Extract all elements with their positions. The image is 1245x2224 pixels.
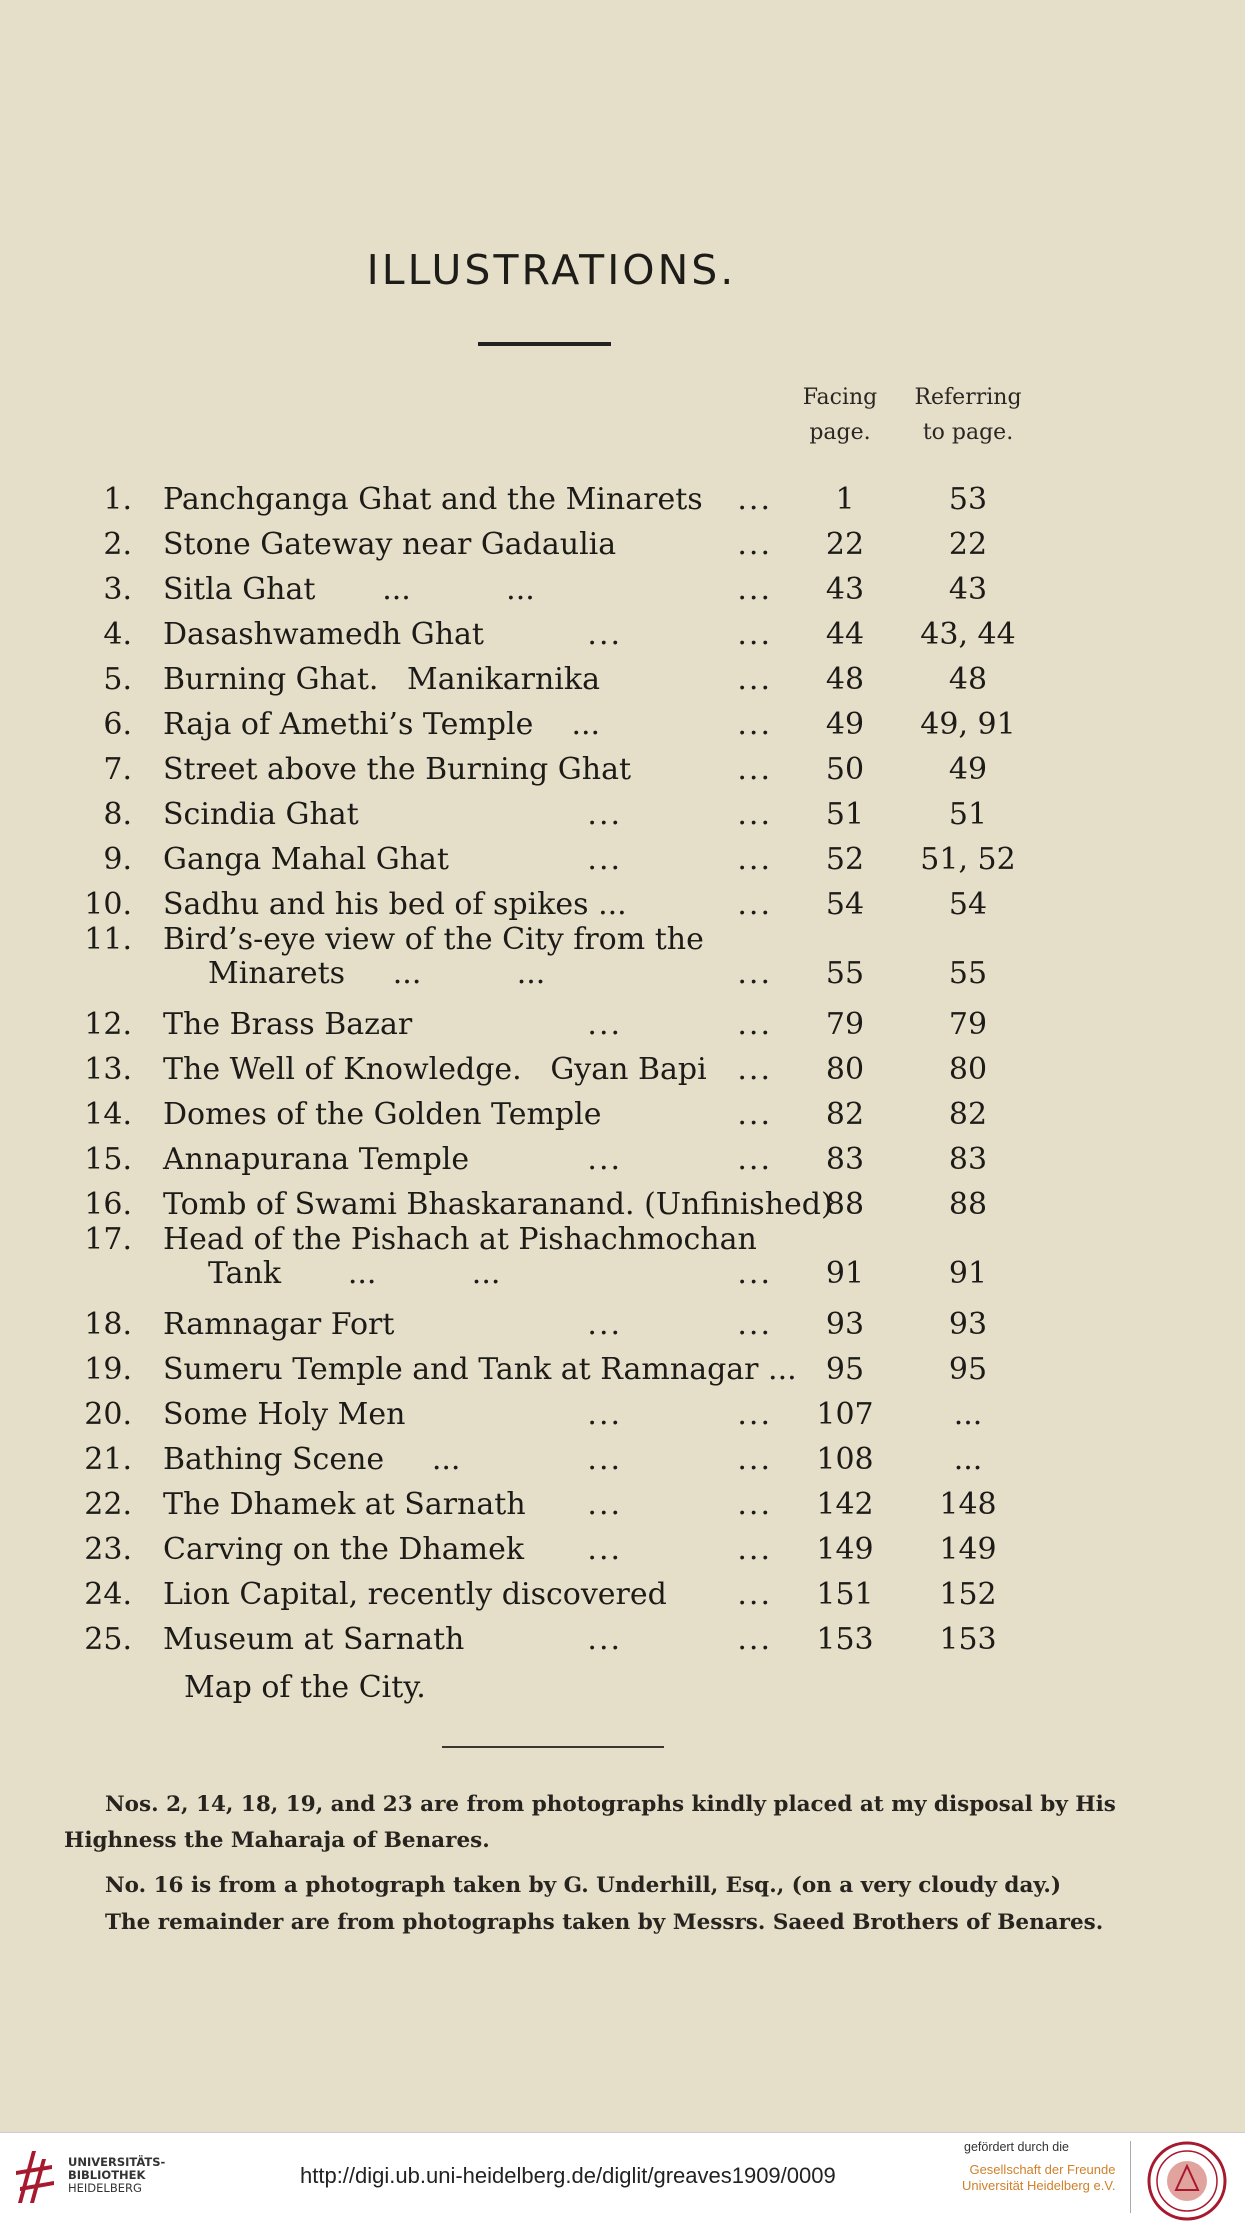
row-number: 3. [103,572,132,607]
row-title-continued: Minarets ... ... [208,956,546,991]
leader-dots: ... [737,1052,772,1087]
facing-page: 48 [825,662,865,697]
facing-page: 151 [816,1577,874,1612]
leader-dots: ... ... [587,1307,772,1342]
facing-page: 49 [825,707,865,742]
row-number: 13. [84,1052,132,1087]
row-title: Ganga Mahal Ghat [163,842,449,877]
facing-page: 55 [825,956,865,991]
university-seal-icon[interactable] [1146,2140,1228,2222]
row-number: 17. [84,1222,132,1257]
referring-page: 83 [948,1142,988,1177]
referring-page: 88 [948,1187,988,1222]
row-number: 24. [84,1577,132,1612]
leader-dots: ... [737,1097,772,1132]
facing-page: 44 [825,617,865,652]
page-title: ILLUSTRATIONS. [366,246,737,294]
referring-page: 49 [948,752,988,787]
row-number: 25. [84,1622,132,1657]
row-number: 14. [84,1097,132,1132]
facing-page: 43 [825,572,865,607]
facing-page: 54 [825,887,865,922]
leader-dots: ... ... [587,1007,772,1042]
referring-page: 148 [939,1487,997,1522]
row-title: Lion Capital, recently discovered [163,1577,667,1612]
footer-divider [1130,2141,1131,2213]
sponsor-caption: gefördert durch die [964,2140,1069,2154]
row-number: 15. [84,1142,132,1177]
row-title: Carving on the Dhamek [163,1532,525,1567]
row-number: 23. [84,1532,132,1567]
row-title: The Brass Bazar [163,1007,413,1042]
facing-page: 108 [816,1442,874,1477]
row-title: Some Holy Men [163,1397,406,1432]
row-title: The Dhamek at Sarnath [163,1487,526,1522]
row-title: Bathing Scene ... [163,1442,461,1477]
facing-page: 79 [825,1007,865,1042]
referring-page: 22 [948,527,988,562]
row-title: Street above the Burning Ghat [163,752,632,787]
row-title: Domes of the Golden Temple [163,1097,602,1132]
leader-dots: ... [737,956,772,991]
row-title: Head of the Pishach at Pishachmochan [163,1222,757,1257]
row-title-continued: Tank ... ... [208,1256,501,1291]
row-title: Bird’s-eye view of the City from the [163,922,704,957]
row-number: 1. [103,482,132,517]
row-title: Raja of Amethi’s Temple ... [163,707,601,742]
note-line-3: No. 16 is from a photograph taken by G. Underhill, Esq., (on a very cloudy day.) [105,1873,1062,1898]
row-title: Annapurana Temple [163,1142,470,1177]
row-title: Museum at Sarnath [163,1622,465,1657]
row-number: 19. [84,1352,132,1387]
leader-dots: ... [737,527,772,562]
row-title: Tomb of Swami Bhaskaranand. (Unfinished) [163,1187,833,1222]
facing-page: 91 [825,1256,865,1291]
row-number: 7. [103,752,132,787]
leader-dots: ... ... [587,1442,772,1477]
leader-dots: ... ... [587,1622,772,1657]
referring-page: 49, 91 [920,707,1016,742]
referring-page: 95 [948,1352,988,1387]
leader-dots: ... ... [587,1397,772,1432]
facing-page: 142 [816,1487,874,1522]
ref-header-2: to page. [922,420,1014,445]
facing-header-1: Facing [802,385,878,410]
facing-page: 52 [825,842,865,877]
referring-page: 54 [948,887,988,922]
row-number: 11. [84,922,132,957]
leader-dots: ... [737,1577,772,1612]
referring-page: 48 [948,662,988,697]
facing-page: 95 [825,1352,865,1387]
leader-dots: ... ... [587,1142,772,1177]
referring-page: 93 [948,1307,988,1342]
referring-page: 91 [948,1256,988,1291]
referring-page: 55 [948,956,988,991]
map-line: Map of the City. [184,1670,426,1705]
note-line-2: Highness the Maharaja of Benares. [64,1828,490,1853]
row-number: 10. [84,887,132,922]
referring-page: 153 [939,1622,997,1657]
facing-page: 149 [816,1532,874,1567]
row-number: 21. [84,1442,132,1477]
row-number: 4. [103,617,132,652]
library-name: UNIVERSITÄTS- BIBLIOTHEK HEIDELBERG [68,2155,166,2195]
facing-page: 93 [825,1307,865,1342]
referring-page: 80 [948,1052,988,1087]
row-title: Panchganga Ghat and the Minarets [163,482,703,517]
referring-page: 51, 52 [920,842,1016,877]
permalink-url[interactable]: http://digi.ub.uni-heidelberg.de/diglit/greaves1909/0009 [300,2163,836,2188]
row-title: The Well of Knowledge. Gyan Bapi [163,1052,707,1087]
referring-page: 51 [948,797,988,832]
facing-page: 1 [835,482,855,517]
row-number: 9. [103,842,132,877]
referring-page: 43 [948,572,988,607]
ref-header-1: Referring [914,385,1022,410]
note-line-4: The remainder are from photographs taken by Messrs. Saeed Brothers of Benares. [105,1910,1104,1935]
row-number: 20. [84,1397,132,1432]
facing-page: 107 [816,1397,874,1432]
facing-page: 50 [825,752,865,787]
row-title: Stone Gateway near Gadaulia [163,527,617,562]
facing-page: 153 [816,1622,874,1657]
sponsor-name: Gesellschaft der Freunde Universität Heidelberg e.V. [962,2162,1116,2193]
leader-dots: ... [737,887,772,922]
row-title: Scindia Ghat [163,797,359,832]
row-number: 5. [103,662,132,697]
facing-page: 22 [825,527,865,562]
leader-dots: ... ... [587,797,772,832]
note-line-1: Nos. 2, 14, 18, 19, and 23 are from photographs kindly placed at my disposal by His [105,1792,1116,1817]
row-number: 2. [103,527,132,562]
row-number: 8. [103,797,132,832]
referring-page: 82 [948,1097,988,1132]
leader-dots: ... ... [587,1487,772,1522]
leader-dots: ... [737,572,772,607]
row-title: Sumeru Temple and Tank at Ramnagar ... [163,1352,797,1387]
row-number: 6. [103,707,132,742]
leader-dots: ... [737,707,772,742]
leader-dots: ... ... [587,842,772,877]
row-title: Burning Ghat. Manikarnika [163,662,600,697]
library-logo-icon[interactable] [12,2143,58,2211]
leader-dots: ... [737,1256,772,1291]
leader-dots: ... ... [587,617,772,652]
referring-page: 152 [939,1577,997,1612]
referring-page: ... [953,1397,983,1432]
row-title: Dasashwamedh Ghat [163,617,484,652]
leader-dots: ... ... [587,1532,772,1567]
facing-page: 83 [825,1142,865,1177]
row-title: Ramnagar Fort [163,1307,395,1342]
facing-page: 82 [825,1097,865,1132]
row-number: 12. [84,1007,132,1042]
referring-page: 43, 44 [920,617,1016,652]
section-rule [442,1746,664,1748]
facing-page: 80 [825,1052,865,1087]
title-rule [478,342,611,346]
row-number: 16. [84,1187,132,1222]
row-title: Sitla Ghat ... ... [163,572,535,607]
row-title: Sadhu and his bed of spikes ... [163,887,627,922]
facing-page: 88 [825,1187,865,1222]
leader-dots: ... [737,662,772,697]
row-number: 18. [84,1307,132,1342]
row-number: 22. [84,1487,132,1522]
referring-page: 149 [939,1532,997,1567]
facing-header-2: page. [809,420,871,445]
leader-dots: ... [737,482,772,517]
referring-page: ... [953,1442,983,1477]
leader-dots: ... [737,752,772,787]
facing-page: 51 [825,797,865,832]
referring-page: 53 [948,482,988,517]
referring-page: 79 [948,1007,988,1042]
